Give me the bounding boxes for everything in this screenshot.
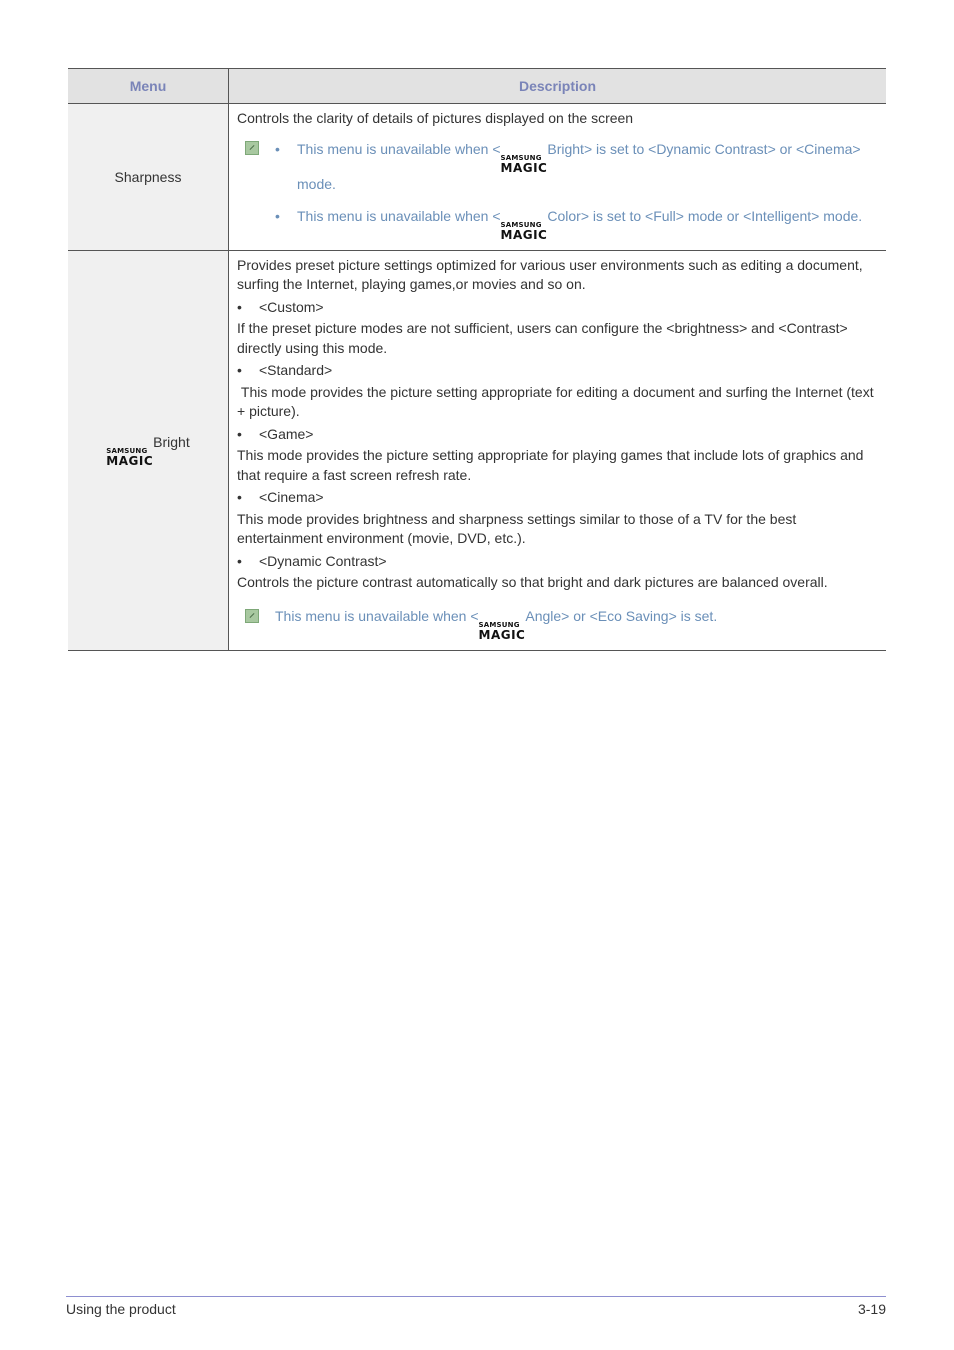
page-number: 3-19: [857, 1301, 886, 1317]
menu-name-sharpness: Sharpness: [68, 104, 229, 251]
mode-item-label: • <Custom>: [237, 298, 324, 315]
mode-item-text: Controls the picture contrast automatically so that bright and dark pictures are balanced overall.: [237, 574, 828, 590]
samsung-magic-logo: SAMSUNG MAGIC: [500, 153, 548, 175]
note-block: [237, 139, 878, 241]
note-text: Bright> is set to <Dynamic Contrast> or <Cinema> mode.: [297, 140, 861, 192]
note-text: Angle> or <Eco Saving> is set.: [525, 607, 718, 624]
table-row-magic-bright: [68, 250, 886, 650]
page-footer: [66, 1296, 886, 1317]
description-text: Controls the clarity of details of pictures displayed on the screen: [237, 110, 634, 126]
samsung-magic-logo: SAMSUNG MAGIC: [500, 220, 548, 242]
note-icon: [245, 141, 259, 155]
note-text: This menu is unavailable when <: [275, 607, 479, 624]
description-column-header: Description: [229, 69, 887, 104]
table-row-sharpness: [68, 104, 886, 251]
footer-section-title: Using the product: [66, 1301, 176, 1317]
description-magic-bright: [229, 250, 887, 650]
mode-item-label: • <Game>: [237, 425, 314, 442]
mode-item-label: • <Cinema>: [237, 489, 324, 505]
description-sharpness: [229, 104, 887, 251]
menu-column-header: Menu: [68, 69, 229, 104]
menu-name-suffix: Bright: [153, 433, 190, 450]
note-item: • This menu is unavailable when < SAMSUNG MAGIC Bright> is set to <Dynamic Contrast> or <Cinema> mode.: [275, 140, 861, 192]
note-text: This menu is unavailable when <: [297, 140, 501, 157]
description-text: Provides preset picture settings optimized for various user environments such as editing a document, surfing the Internet, playing games,or movies and so on.: [237, 256, 863, 292]
note-icon: [245, 609, 259, 623]
note-block: [237, 607, 878, 641]
samsung-magic-logo: SAMSUNG MAGIC: [478, 620, 526, 642]
mode-item-text: If the preset picture modes are not sufficient, users can configure the <brightness> and <Contrast> directly using this mode.: [237, 320, 848, 356]
note-item: [275, 607, 717, 641]
mode-item-label: • <Standard>: [237, 362, 333, 378]
mode-item-label: • <Dynamic Contrast>: [237, 552, 387, 569]
menu-description-table: [68, 68, 886, 651]
samsung-magic-logo: SAMSUNG MAGIC: [106, 446, 154, 468]
mode-item-text: This mode provides brightness and sharpness settings similar to those of a TV for the best entertainment environment (movie, DVD, etc.).: [237, 510, 797, 546]
menu-name-magic-bright: [68, 250, 229, 650]
note-list: [275, 139, 878, 241]
note-item: • This menu is unavailable when < SAMSUNG MAGIC Color> is set to <Full> mode or <Intelligent> mode.: [275, 207, 863, 242]
note-text: This menu is unavailable when <: [297, 207, 501, 224]
note-text: Color> is set to <Full> mode or <Intelligent> mode.: [547, 207, 863, 224]
mode-item-text: This mode provides the picture setting appropriate for editing a document and surfing the Internet (text + picture).: [237, 383, 878, 419]
mode-item-text: This mode provides the picture setting appropriate for playing games that include lots of graphics and that require a fast screen refresh rate.: [237, 447, 864, 483]
